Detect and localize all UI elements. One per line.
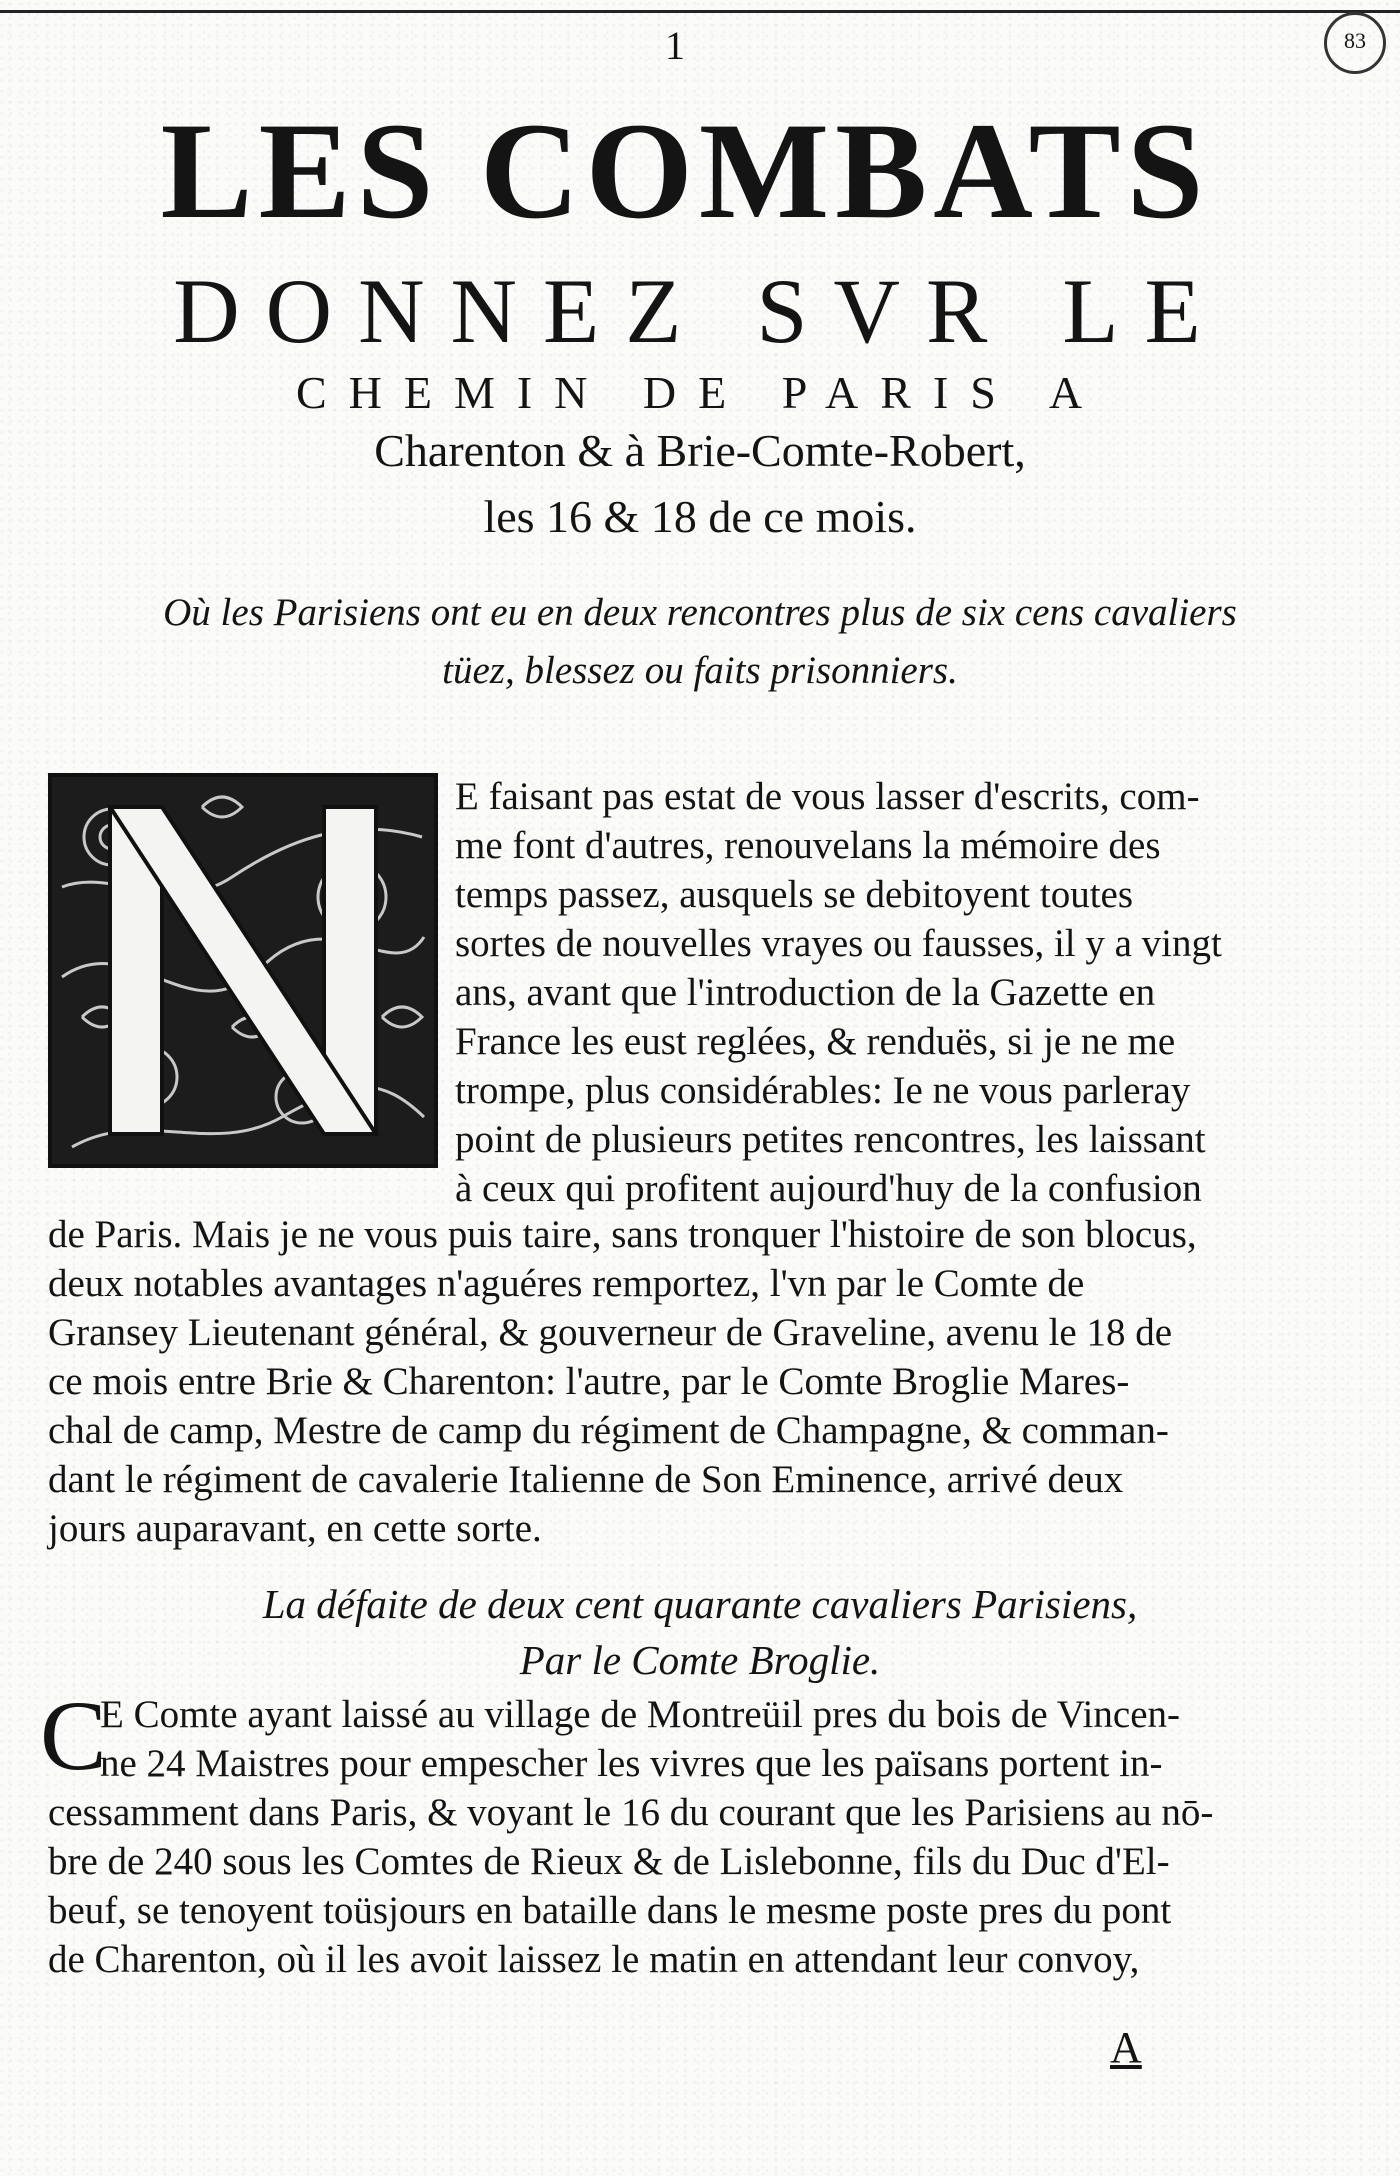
title-line-1: LES COMBATS [160,94,1210,247]
title-line-4: Charenton & à Brie-Comte-Robert, [374,425,1026,476]
top-rule [0,0,1400,13]
text-line: sortes de nouvelles vrayes ou fausses, il y a vingt [455,922,1222,965]
text-line: E faisant pas estat de vous lasser d'escrits, com- [455,775,1200,818]
subtitle-line-2: tüez, blessez ou faits prisonniers. [442,649,958,692]
section-heading-line-1: La défaite de deux cent quarante cavaliers Parisiens, [262,1581,1138,1627]
text-line: temps passez, ausquels se debitoyent toutes [455,873,1134,916]
paragraph-2 [48,1690,1300,1984]
text-line: ne 24 Maistres pour empescher les vivres que les païsans portent in- [100,1742,1163,1785]
text-line: beuf, se tenoyent toüsjours en bataille dans le mesme poste pres du pont [48,1889,1172,1932]
text-line: Gransey Lieutenant général, & gouverneur de Graveline, avenu le 18 de [48,1311,1173,1354]
section-initial: C [40,1680,107,1791]
text-line: dant le régiment de cavalerie Italienne de Son Eminence, arrivé deux [48,1458,1124,1501]
text-line: deux notables avantages n'aguéres remportez, l'vn par le Comte de [48,1262,1085,1305]
ornamental-initial [48,773,438,1168]
text-line: ans, avant que l'introduction de la Gazette en [455,971,1156,1014]
text-line: chal de camp, Mestre de camp du régiment de Champagne, & comman- [48,1409,1169,1452]
title-line-2: DONNEZ SVR LE [173,260,1227,362]
text-line: cessamment dans Paris, & voyant le 16 du courant que les Parisiens au nō- [48,1791,1214,1834]
paragraph-1-full-width [48,1210,1300,1553]
text-line: de Charenton, où il les avoit laissez le matin en attendant leur convoy, [48,1938,1140,1981]
subtitle-line-1: Où les Parisiens ont eu en deux rencontres plus de six cens cavaliers [163,591,1237,634]
text-line: E Comte ayant laissé au village de Montreüil pres du bois de Vincen- [100,1693,1181,1736]
text-line: point de plusieurs petites rencontres, les laissant [455,1118,1206,1161]
text-line: bre de 240 sous les Comtes de Rieux & de Lislebonne, fils du Duc d'El- [48,1840,1170,1883]
paragraph-1-beside-initial [455,772,1300,1213]
text-line: à ceux qui profitent aujourd'huy de la confusion [455,1167,1202,1210]
text-line: trompe, plus considérables: Ie ne vous parleray [455,1069,1191,1112]
title-line-5: les 16 & 18 de ce mois. [483,491,917,542]
initial-letter: N [242,1153,244,1154]
title-line-3: CHEMIN DE PARIS A [295,367,1105,418]
page-number: 1 [665,23,685,68]
text-line: de Paris. Mais je ne vous puis taire, sans tronquer l'histoire de son blocus, [48,1213,1197,1256]
signature-mark: A [1110,2023,1142,2072]
text-line: me font d'autres, renouvelans la mémoire des [455,824,1161,867]
text-line: France les eust reglées, & renduës, si je ne me [455,1020,1176,1063]
library-stamp: 83 [1324,12,1386,74]
ornamental-initial-art [52,777,434,1164]
text-line: jours auparavant, en cette sorte. [48,1507,542,1550]
section-heading-line-2: Par le Comte Broglie. [519,1637,881,1683]
text-line: ce mois entre Brie & Charenton: l'autre, par le Comte Broglie Mares- [48,1360,1130,1403]
